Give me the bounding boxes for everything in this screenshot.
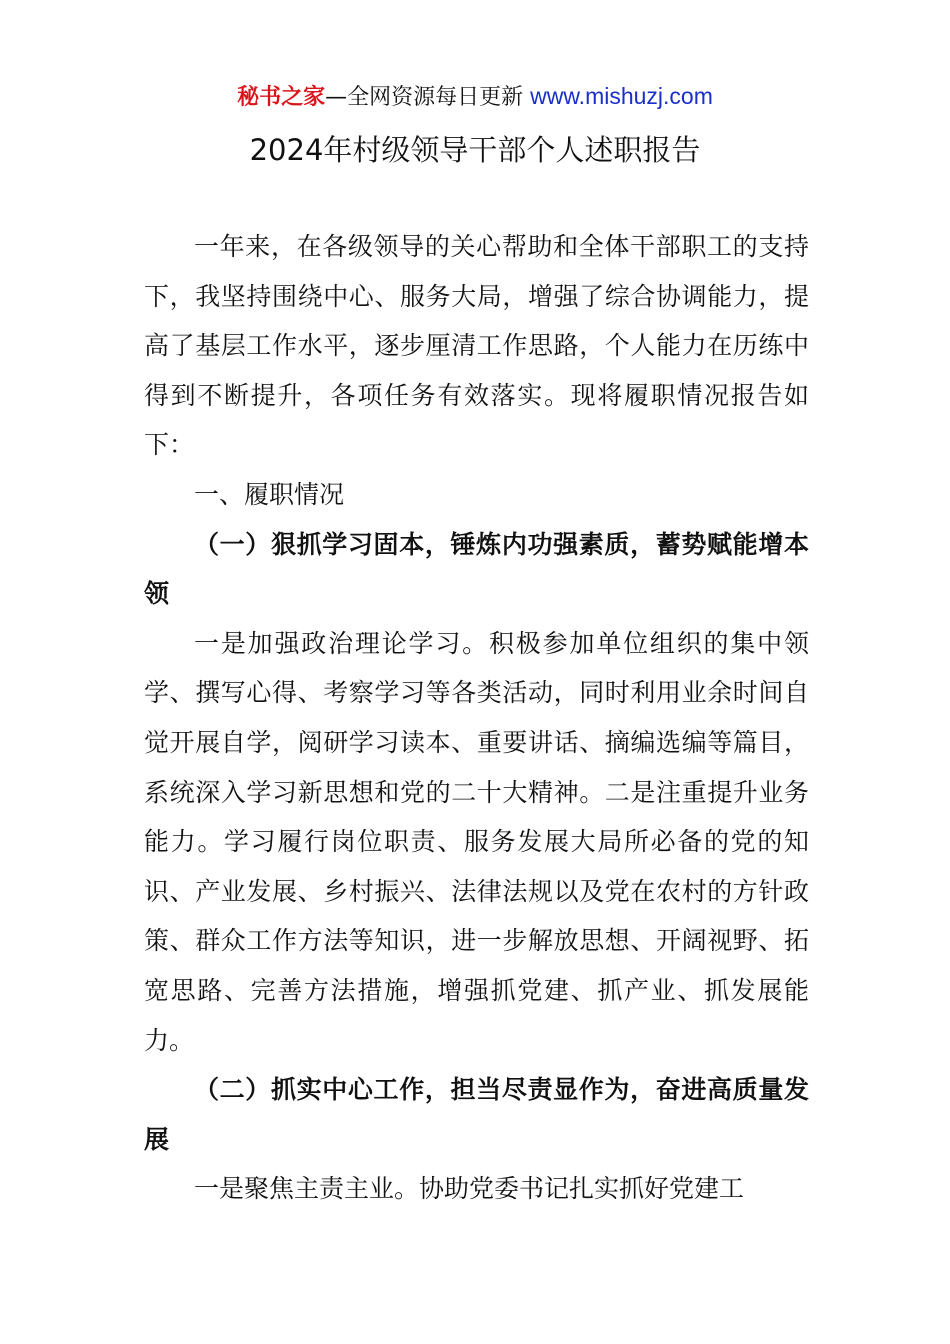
subsection-heading-2: （二）抓实中心工作，担当尽责显作为，奋进高质量发展 <box>144 1075 809 1154</box>
site-header <box>0 80 950 114</box>
intro-paragraph: 一年来，在各级领导的关心帮助和全体干部职工的支持下，我坚持围绕中心、服务大局，增强了综合协调能力，提高了基层工作水平，逐步厘清工作思路，个人能力在历练中得到不断提升，各项任务有效落实。现将履职情况报告如下： <box>144 232 809 460</box>
document-title: 2024年村级领导干部个人述职报告 <box>249 133 701 167</box>
subsection-heading-1: （一）狠抓学习固本，锤炼内功强素质，蓄势赋能增本领 <box>144 529 809 609</box>
header-dash: — <box>325 85 348 110</box>
site-url-link[interactable]: www.mishuzj.com <box>530 83 713 109</box>
body-paragraph-1: 一是加强政治理论学习。积极参加单位组织的集中领学、撰写心得、考察学习等各类活动，同时利用业余时间自觉开展自学，阅研学习读本、重要讲话、摘编选编等篇目，系统深入学习新思想和党的二十大精神。二是注重提升业务能力。学习履行岗位职责、服务发展大局所必备的党的知识、产业发展、乡村振兴、法律法规以及党在农村的方针政策、群众工作方法等知识，进一步解放思想、开阔视野、拓宽思路、完善方法措施，增强抓党建、抓产业、抓发展能力。 <box>144 628 809 1055</box>
body-paragraph-2: 一是聚焦主责主业。协助党委书记扎实抓好党建工 <box>194 1174 745 1204</box>
site-brand: 秘书之家 <box>237 85 326 110</box>
document-body <box>144 222 809 1214</box>
site-tagline: 全网资源每日更新 <box>347 85 524 110</box>
section-heading-1: 一、履职情况 <box>194 479 345 509</box>
